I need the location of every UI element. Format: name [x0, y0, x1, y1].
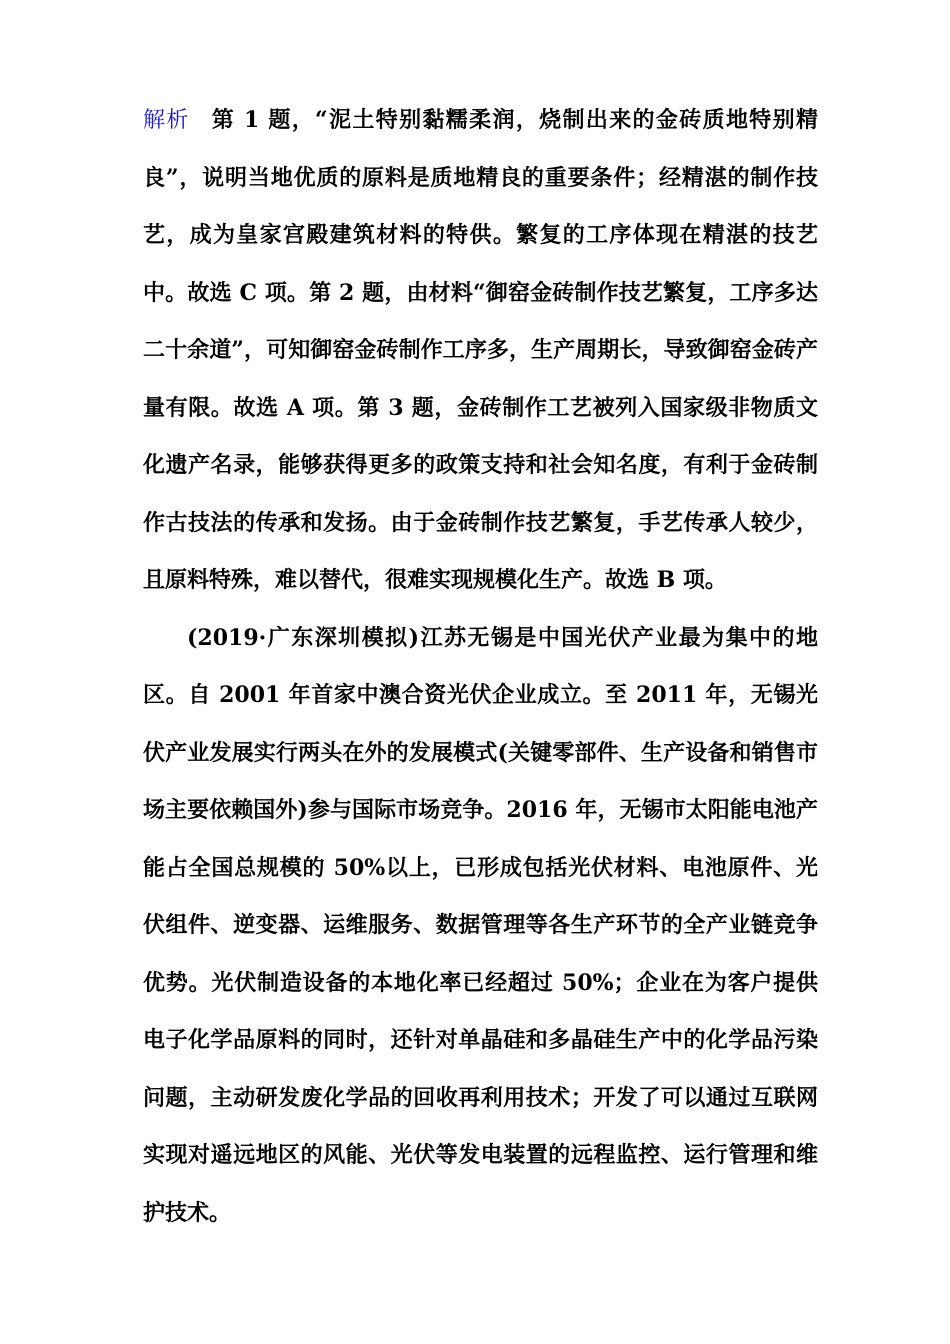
passage-paragraph [143, 610, 818, 1243]
passage-text: (2019·广东深圳模拟)江苏无锡是中国光伏产业最为集中的地区。自 2001 年首家中澳合资光伏企业成立。至 2011 年，无锡光伏产业发展实行两头在外的发展模式(关键零部件、生产设备和销售市场主要依赖国外)参与国际市场竞争。2016 年，无锡市太阳能电池产能占全国总规模的 50%以上，已形成包括光伏材料、电池原件、光伏组件、逆变器、运维服务、数据管理等各生产环节的全产业链竞争优势。光伏制造设备的本地化率已经超过 50%；企业在为客户提供电子化学品原料的同时，还针对单晶硅和多晶硅生产中的化学品污染问题，主动研发废化学品的回收再利用技术；开发了可以通过互联网实现对遥远地区的风能、光伏等发电装置的远程监控、运行管理和维护技术。 [143, 624, 818, 1226]
analysis-label: 解析 [143, 108, 190, 133]
analysis-paragraph [143, 92, 818, 610]
document-body [143, 92, 818, 1242]
analysis-text: 第 1 题，“泥土特别黏糯柔润，烧制出来的金砖质地特别精良”，说明当地优质的原料是质地精良的重要条件；经精湛的制作技艺，成为皇家宫殿建筑材料的特供。繁复的工序体现在精湛的技艺中。故选 C 项。第 2 题，由材料“御窑金砖制作技艺繁复，工序多达二十余道”，可知御窑金砖制作工序多，生产周期长，导致御窑金砖产量有限。故选 A 项。第 3 题，金砖制作工艺被列入国家级非物质文化遗产名录，能够获得更多的政策支持和社会知名度，有利于金砖制作古技法的传承和发扬。由于金砖制作技艺繁复，手艺传承人较少，且原料特殊，难以替代，很难实现规模化生产。故选 B 项。 [143, 107, 818, 593]
